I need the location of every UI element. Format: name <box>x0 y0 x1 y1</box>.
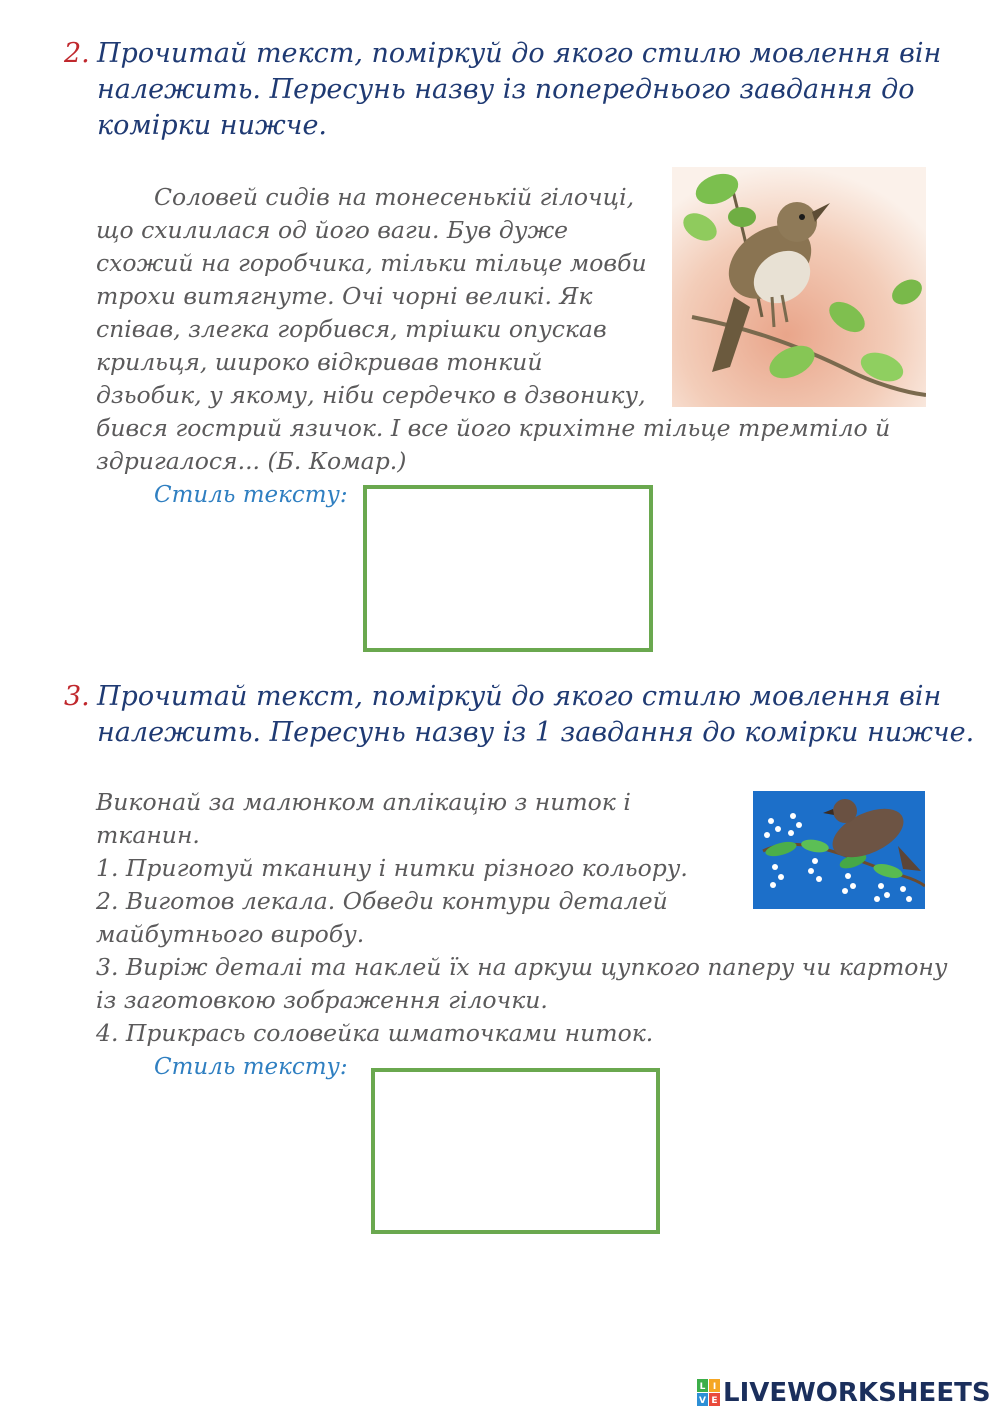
text-line: майбутнього виробу. <box>96 920 365 948</box>
task-3-style-drop-zone[interactable] <box>371 1068 660 1234</box>
applique-illustration <box>753 791 925 909</box>
text-line: здригалося... (Б. Комар.) <box>96 447 407 475</box>
text-line: Виконай за малюнком аплікацію з ниток і <box>96 788 631 816</box>
liveworksheets-logo <box>697 1378 991 1408</box>
text-line: 1. Приготуй тканину і нитки різного кольору. <box>96 854 688 882</box>
task-2-title-line: Прочитай текст, поміркуй до якого стилю мовлення він <box>97 38 942 69</box>
task-2-number: 2. <box>64 38 90 69</box>
badge-letter: I <box>712 1382 717 1392</box>
text-line: 4. Прикрась соловейка шматочками ниток. <box>96 1019 654 1047</box>
badge-letter: V <box>699 1396 706 1406</box>
task-3-number: 3. <box>64 681 90 712</box>
task-2-title-line: належить. Пересунь назву із попереднього завдання до <box>97 74 915 105</box>
text-line: Соловей сидів на тонесенькій гілочці, <box>154 183 635 211</box>
task-2-title-line: комірки нижче. <box>97 110 328 141</box>
task-2-title <box>97 36 941 144</box>
text-line: трохи витягнуте. Очі чорні великі. Як <box>96 282 593 310</box>
text-line: що схилилася од його ваги. Був дуже <box>96 216 569 244</box>
task-2-style-drop-zone[interactable] <box>363 485 653 652</box>
task-3-title <box>97 679 974 751</box>
text-line: крильця, широко відкривав тонкий <box>96 348 543 376</box>
task-3-style-label: Стиль тексту: <box>154 1054 348 1080</box>
task-3-title-line: належить. Пересунь назву із 1 завдання до комірки нижче. <box>97 717 975 748</box>
text-line: співав, злегка горбився, трішки опускав <box>96 315 607 343</box>
liveworksheets-logo-text: LIVEWORKSHEETS <box>723 1378 991 1408</box>
text-line: із заготовкою зображення гілочки. <box>96 986 548 1014</box>
text-line: схожий на горобчика, тільки тільце мовби <box>96 249 647 277</box>
text-line: тканин. <box>96 821 200 849</box>
text-line: 3. Виріж деталі та наклей їх на аркуш цупкого паперу чи картону <box>96 953 948 981</box>
task-3-title-line: Прочитай текст, поміркуй до якого стилю мовлення він <box>97 681 942 712</box>
text-line: дзьобик, у якому, ніби сердечко в дзвонику, <box>96 381 646 409</box>
badge-letter: E <box>711 1396 718 1406</box>
liveworksheets-badge-icon <box>697 1379 721 1407</box>
badge-letter: L <box>699 1382 706 1392</box>
text-line: 2. Виготов лекала. Обведи контури деталей <box>96 887 668 915</box>
nightingale-illustration <box>672 167 926 407</box>
text-line: бився гострий язичок. І все його крихітне тільце тремтіло й <box>96 414 891 442</box>
task-2-style-label: Стиль тексту: <box>154 482 348 508</box>
